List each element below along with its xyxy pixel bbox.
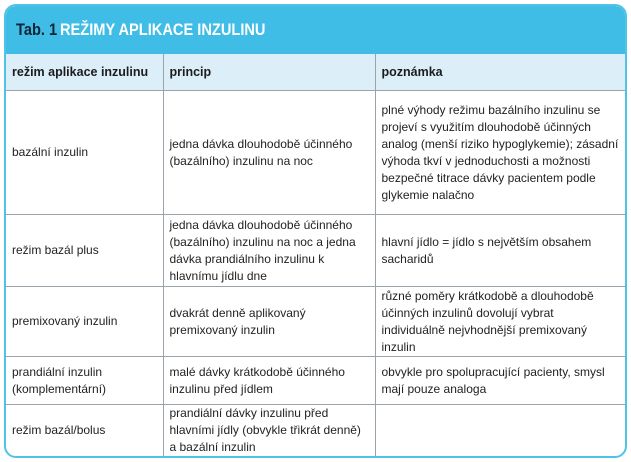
column-header-principle: princip [163,54,375,91]
cell-regime: režim bazál/bolus [6,405,163,457]
cell-principle: dvakrát denně aplikovaný premixovaný inzulin [163,287,375,357]
cell-principle: malé dávky krátkodobě účinného inzulinu před jídlem [163,357,375,405]
cell-note: hlavní jídlo = jídlo s největším obsahem sacharidů [375,215,625,287]
cell-regime: režim bazál plus [6,215,163,287]
cell-principle: jedna dávka dlouhodobě účinného (bazálního) inzulinu na noc a jedna dávka prandiálního inzulinu k hlavnímu jídlu dne [163,215,375,287]
column-header-note: poznámka [375,54,625,91]
cell-regime: premixovaný inzulin [6,287,163,357]
cell-principle: jedna dávka dlouhodobě účinného (bazálního) inzulinu na noc [163,91,375,215]
cell-note: různé poměry krátkodobě a dlouhodobě účinných inzulinů dovolují vybrat individuálně nejvhodnější premixovaný inzulin [375,287,625,357]
column-header-regime: režim aplikace inzulinu [6,54,163,91]
cell-note: plné výhody režimu bazálního inzulinu se projeví s využitím dlouhodobě účinných analog (menší riziko hypoglykemie); zásadní výhoda tkví v jednoduchosti a možnosti bezpečné titrace dávky pacientem podle glykemie nalačno [375,91,625,215]
insulin-regimes-table [6,54,625,457]
cell-regime: bazální inzulin [6,91,163,215]
table-row [6,215,625,287]
header-row [6,54,625,91]
table-frame [4,4,627,458]
table-row [6,287,625,357]
table-number: Tab. 1 [16,20,58,39]
table-title: REŽIMY APLIKACE INZULINU [59,20,266,39]
table-row [6,357,625,405]
table-title-bar [6,6,625,54]
cell-note: obvykle pro spolupracující pacienty, smysl mají pouze analoga [375,357,625,405]
table-row [6,405,625,457]
cell-principle: prandiální dávky inzulinu před hlavními jídly (obvykle třikrát denně) a bazální inzulin [163,405,375,457]
cell-note [375,405,625,457]
cell-regime: prandiální inzulin (komplementární) [6,357,163,405]
table-row [6,91,625,215]
